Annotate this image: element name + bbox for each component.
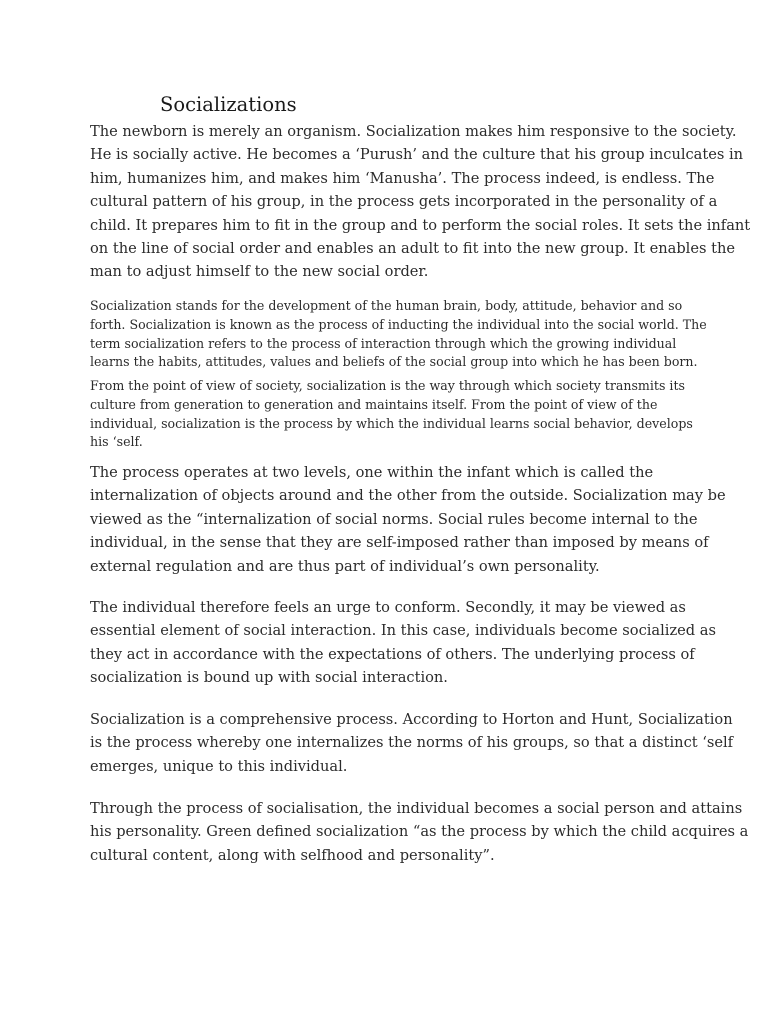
text-line: He is socially active. He becomes a ‘Purush’ and the culture that his group inculcates in (90, 146, 744, 164)
text-line: Socialization is a comprehensive process. According to Horton and Hunt, Socialization (90, 711, 733, 728)
text-line: they act in accordance with the expectations of others. The underlying process of (90, 645, 695, 663)
text-line: is the process whereby one internalizes the norms of his groups, so that a distinct ‘self (90, 734, 734, 752)
text-line: The individual therefore feels an urge to conform. Secondly, it may be viewed as (90, 599, 686, 616)
paragraph-society-view (90, 377, 693, 452)
text-line: The newborn is merely an organism. Socialization makes him responsive to the society. (90, 123, 737, 140)
text-line: learns the habits, attitudes, values and beliefs of the social group into which he has been born. (90, 354, 698, 370)
text-line: emerges, unique to this individual. (90, 757, 348, 775)
text-line: The process operates at two levels, one within the infant which is called the (90, 464, 654, 481)
text-line: term socialization refers to the process of interaction through which the growing individual (90, 335, 677, 351)
paragraph-two-levels (90, 461, 726, 578)
text-line: socialization is bound up with social interaction. (90, 669, 448, 687)
paragraph-development (90, 297, 707, 372)
text-line: individual, socialization is the process by which the individual learns social behavior, develops (90, 415, 693, 431)
text-line: his personality. Green defined socialization “as the process by which the child acquires a (90, 823, 749, 841)
text-line: essential element of social interaction. In this case, individuals become socialized as (90, 622, 716, 640)
paragraph-comprehensive (90, 708, 734, 778)
text-line: individual, in the sense that they are self-imposed rather than imposed by means of (90, 534, 709, 552)
text-line: on the line of social order and enables an adult to fit into the new group. It enables the (90, 240, 736, 258)
text-line: cultural content, along with selfhood and personality”. (90, 846, 495, 864)
text-line: viewed as the “internalization of social norms. Social rules become internal to the (90, 510, 698, 528)
text-line: his ‘self. (90, 434, 143, 450)
paragraph-newborn (90, 120, 751, 284)
text-line: child. It prepares him to fit in the group and to perform the social roles. It sets the infant (90, 216, 751, 234)
text-line: culture from generation to generation and maintains itself. From the point of view of the (90, 396, 658, 412)
text-line: man to adjust himself to the new social order. (90, 263, 429, 281)
document-title: Socializations (160, 93, 297, 116)
text-line: Socialization stands for the development of the human brain, body, attitude, behavior and so (90, 298, 683, 313)
paragraph-green-definition (90, 797, 749, 867)
text-line: external regulation and are thus part of individual’s own personality. (90, 557, 600, 575)
text-line: Through the process of socialisation, the individual becomes a social person and attains (90, 800, 743, 817)
text-line: forth. Socialization is known as the process of inducting the individual into the social world. The (90, 316, 707, 332)
text-line: cultural pattern of his group, in the process gets incorporated in the personality of a (90, 193, 718, 211)
text-line: internalization of objects around and the other from the outside. Socialization may be (90, 487, 726, 505)
paragraph-conform (90, 596, 716, 690)
text-line: From the point of view of society, socialization is the way through which society transmits its (90, 378, 685, 393)
text-line: him, humanizes him, and makes him ‘Manusha’. The process indeed, is endless. The (90, 169, 715, 187)
